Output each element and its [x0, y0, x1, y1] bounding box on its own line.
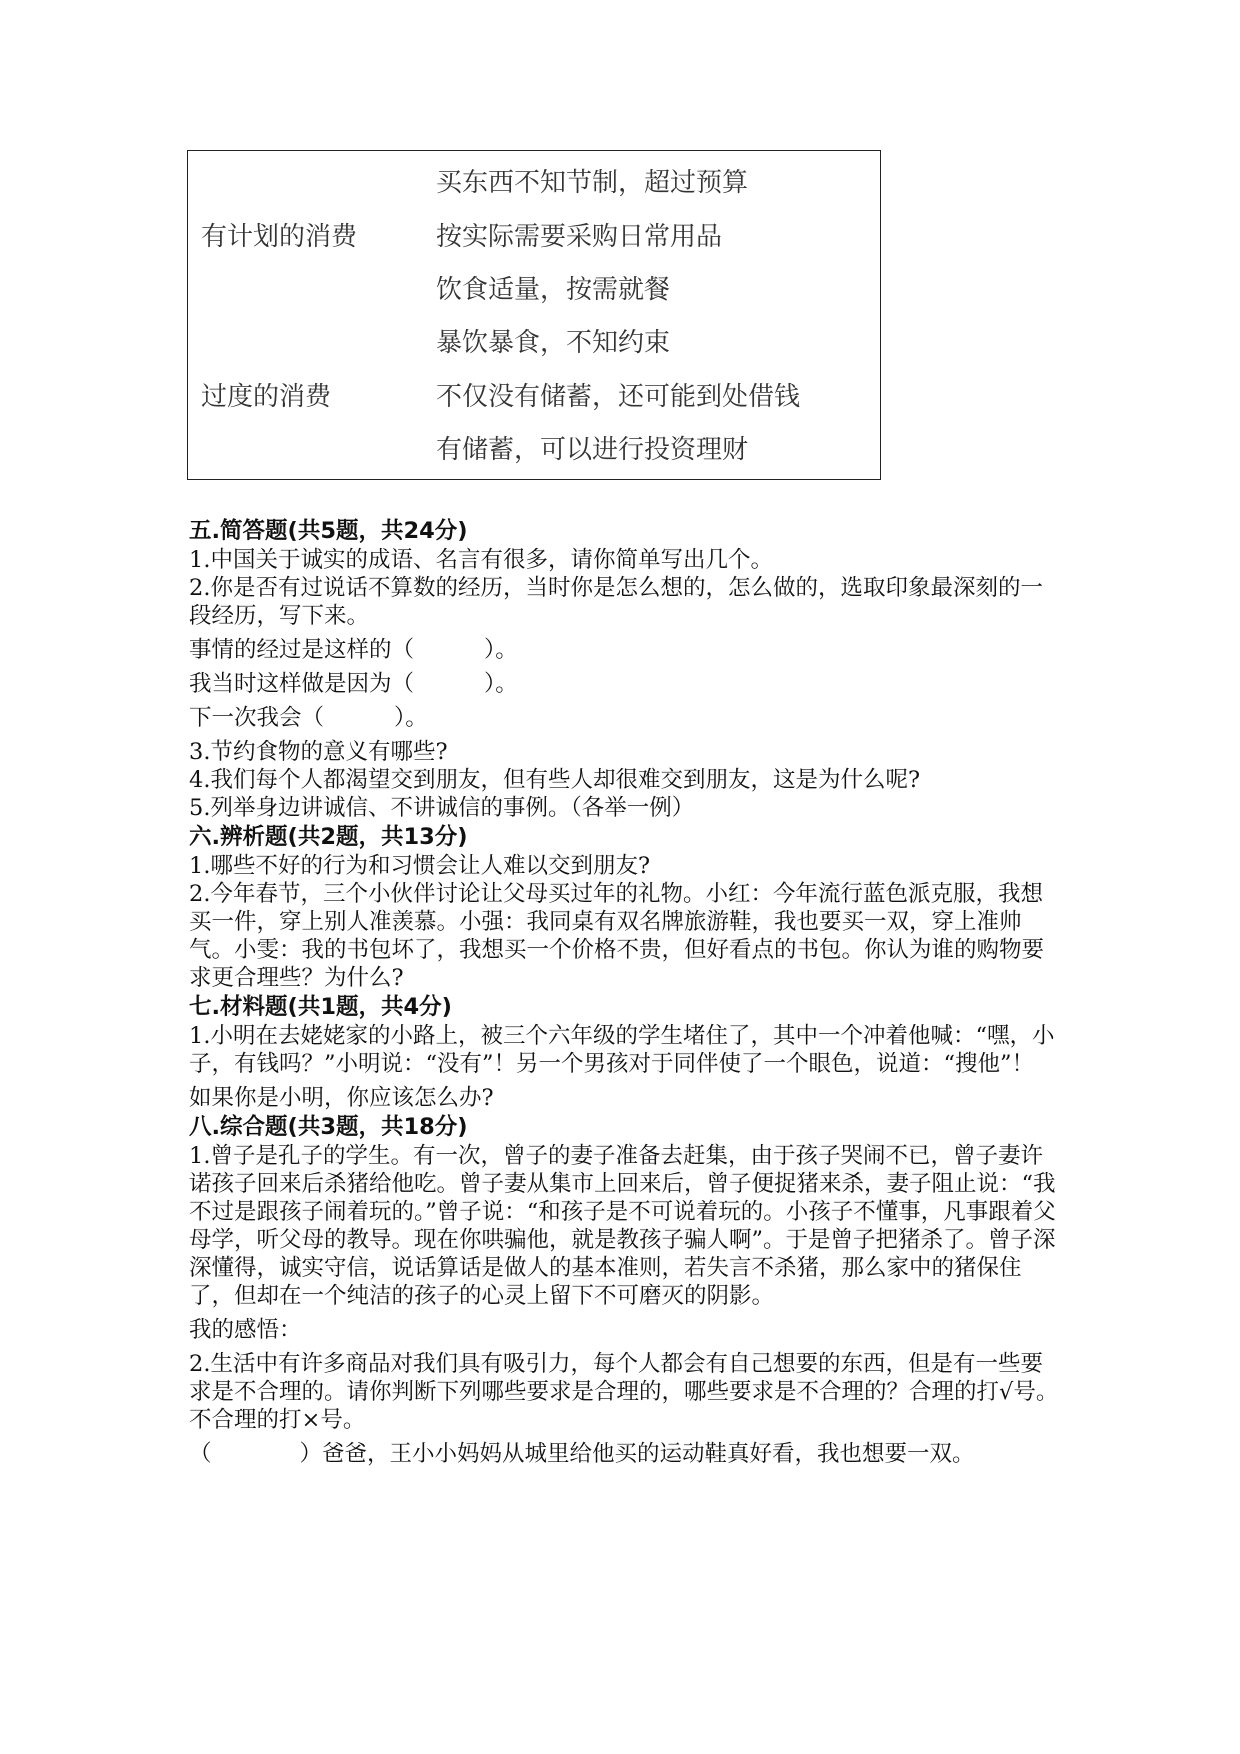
answer-prompt-end: ）。	[484, 671, 518, 697]
question-text: 1.小明在去姥姥家的小路上，被三个六年级的学生堵住了，其中一个冲着他喊：“嘿，小子，有钱吗？”小明说：“没有”！另一个男孩对于同伴使了一个眼色，说道：“搜他”！	[189, 1023, 1055, 1077]
matching-right-item: 饮食适量，按需就餐	[436, 275, 671, 305]
section-heading: 七.材料题(共1题，共4分)	[189, 994, 452, 1020]
question-text: 2.生活中有许多商品对我们具有吸引力，每个人都会有自己想要的东西，但是有一些要求是不合理的。请你判断下列哪些要求是合理的，哪些要求是不合理的？合理的打√号。不合理的打×号。	[189, 1351, 1059, 1433]
answer-prompt: 事情的经过是这样的（	[189, 637, 415, 663]
answer-prompt-end: ）。	[484, 637, 518, 663]
answer-line	[189, 704, 1059, 732]
question-text: 1.曾子是孔子的学生。有一次，曾子的妻子准备去赶集，由于孩子哭闹不已，曾子妻许诺孩子回来后杀猪给他吃。曾子妻从集市上回来后，曾子便捉猪来杀，妻子阻止说：“我不过是跟孩子闹着玩的。”曾子说：“和孩子是不可说着玩的。小孩子不懂事，凡事跟着父母学，听父母的教导。现在你哄骗他，就是教孩子骗人啊”。于是曾子把猪杀了。曾子深深懂得，诚实守信，说话算话是做人的基本准则，若失言不杀猪，那么家中的猪保住了，但却在一个纯洁的孩子的心灵上留下不可磨灭的阴影。	[189, 1143, 1056, 1309]
answer-prompt-end: ）。	[394, 705, 428, 731]
question-text: 2.今年春节，三个小伙伴讨论让父母买过年的礼物。小红：今年流行蓝色派克服，我想买一件，穿上别人准羡慕。小强：我同桌有双名牌旅游鞋，我也要买一双，穿上准帅气。小雯：我的书包坏了，我想买一个价格不贵，但好看点的书包。你认为谁的购物要求更合理些？为什么?	[189, 881, 1045, 991]
matching-right-item: 按实际需要采购日常用品	[436, 222, 723, 252]
question-text: 5.列举身边讲诚信、不讲诚信的事例。（各举一例）	[189, 795, 695, 821]
judgment-text: ）爸爸，王小小妈妈从城里给他买的运动鞋真好看，我也想要一双。	[299, 1441, 975, 1467]
matching-table	[187, 150, 881, 480]
section-heading: 六.辨析题(共2题，共13分)	[189, 824, 468, 850]
matching-right-item: 买东西不知节制，超过预算	[436, 168, 749, 198]
judgment-item	[189, 1440, 1059, 1468]
question-prompt: 我的感悟：	[189, 1317, 302, 1343]
matching-right-item: 有储蓄，可以进行投资理财	[436, 435, 749, 465]
question-text: 1.哪些不好的行为和习惯会让人难以交到朋友?	[189, 853, 651, 879]
answer-line	[189, 636, 1059, 664]
answer-prompt: 下一次我会（	[189, 705, 325, 731]
matching-right-item: 不仅没有储蓄，还可能到处借钱	[436, 382, 801, 412]
answer-prompt: 我当时这样做是因为（	[189, 671, 415, 697]
question-text: 3.节约食物的意义有哪些?	[189, 739, 448, 765]
question-prompt: 如果你是小明，你应该怎么办?	[189, 1085, 494, 1111]
answer-line	[189, 670, 1059, 698]
question-content	[189, 516, 1059, 1468]
question-text: 4.我们每个人都渴望交到朋友，但有些人却很难交到朋友，这是为什么呢?	[189, 767, 921, 793]
matching-left-item: 过度的消费	[201, 382, 332, 412]
judgment-open: （	[189, 1441, 212, 1467]
question-text: 1.中国关于诚实的成语、名言有很多，请你简单写出几个。	[189, 547, 773, 573]
matching-right-item: 暴饮暴食，不知约束	[436, 328, 671, 358]
section-heading: 五.简答题(共5题，共24分)	[189, 518, 468, 544]
matching-left-item: 有计划的消费	[201, 222, 358, 252]
question-text: 2.你是否有过说话不算数的经历，当时你是怎么想的，怎么做的，选取印象最深刻的一段经历，写下来。	[189, 575, 1043, 629]
section-heading: 八.综合题(共3题，共18分)	[189, 1114, 468, 1140]
